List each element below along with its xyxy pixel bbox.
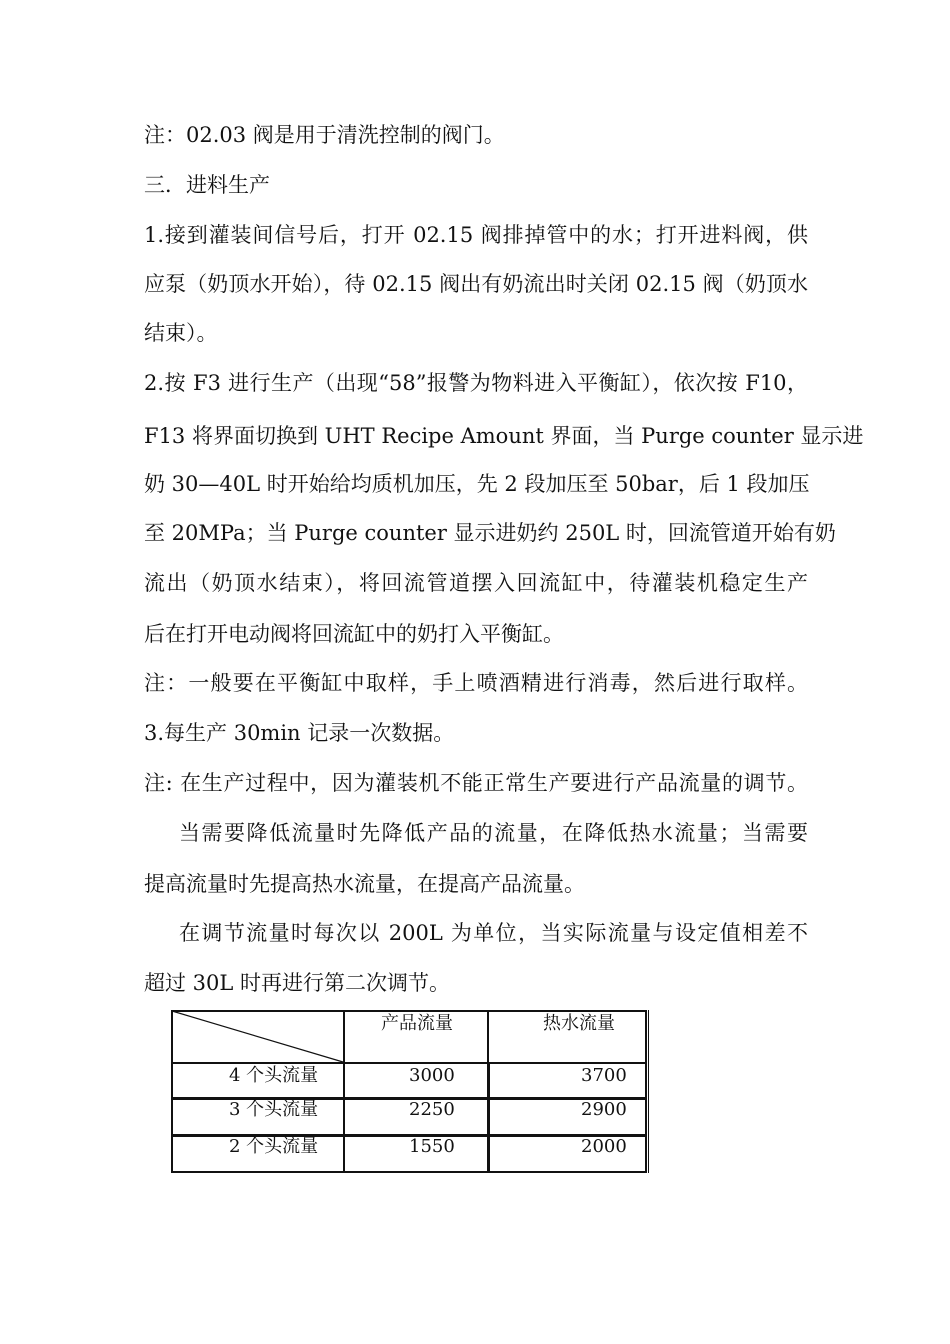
step2-line4: 至 20MPa；当 Purge counter 显示进奶约 250L 时，回流管道开始有奶: [144, 521, 836, 545]
step2-line3: 奶 30—40L 时开始给均质机加压，先 2 段加压至 50bar，后 1 段加压: [144, 472, 810, 496]
step1-line1: 1.接到灌装间信号后，打开 02.15 阀排掉管中的水；打开进料阀，供: [144, 223, 808, 247]
cell-2-heads-hot-water: 2000: [581, 1136, 627, 1157]
adjust-para1-line2: 提高流量时先提高热水流量，在提高产品流量。: [144, 872, 585, 896]
cell-3-heads-product: 2250: [409, 1099, 455, 1120]
cell-2-heads-product: 1550: [409, 1136, 455, 1157]
adjust-para2-line1: 在调节流量时每次以 200L 为单位，当实际流量与设定值相差不: [179, 921, 808, 945]
step2-line6: 后在打开电动阀将回流缸中的奶打入平衡缸。: [144, 622, 564, 646]
header-hot-water-flow: 热水流量: [543, 1013, 615, 1034]
note-flow-adjustment: 注: 在生产过程中，因为灌装机不能正常生产要进行产品流量的调节。: [144, 771, 808, 795]
note-valve-0203: 注：02.03 阀是用于清洗控制的阀门。: [144, 123, 505, 147]
table-diagonal-divider: [171, 1010, 344, 1063]
cell-4-heads-hot-water: 3700: [581, 1065, 627, 1086]
section-heading-feed-production: 三．进料生产: [144, 173, 270, 197]
adjust-para2-line2: 超过 30L 时再进行第二次调节。: [144, 971, 451, 995]
adjust-para1-line1: 当需要降低流量时先降低产品的流量，在降低热水流量；当需要: [179, 821, 808, 845]
row-label-3-heads: 3 个头流量: [229, 1099, 319, 1120]
step3-record-data: 3.每生产 30min 记录一次数据。: [144, 721, 455, 745]
header-product-flow: 产品流量: [381, 1013, 453, 1034]
flow-table: [171, 1010, 647, 1173]
cell-4-heads-product: 3000: [409, 1065, 455, 1086]
step1-line3: 结束）。: [144, 321, 218, 345]
note-sampling: 注：一般要在平衡缸中取样，手上喷酒精进行消毒，然后进行取样。: [144, 671, 808, 695]
cell-3-heads-hot-water: 2900: [581, 1099, 627, 1120]
step2-line1: 2.按 F3 进行生产（出现“58”报警为物料进入平衡缸），依次按 F10，: [144, 371, 808, 395]
step2-line2: F13 将界面切换到 UHT Recipe Amount 界面，当 Purge counter 显示进: [144, 424, 864, 448]
row-label-4-heads: 4 个头流量: [229, 1065, 319, 1086]
step2-line5: 流出（奶顶水结束），将回流管道摆入回流缸中，待灌装机稳定生产: [144, 571, 808, 595]
row-label-2-heads: 2 个头流量: [229, 1136, 319, 1157]
step1-line2: 应泵（奶顶水开始），待 02.15 阀出有奶流出时关闭 02.15 阀（奶顶水: [144, 272, 808, 296]
